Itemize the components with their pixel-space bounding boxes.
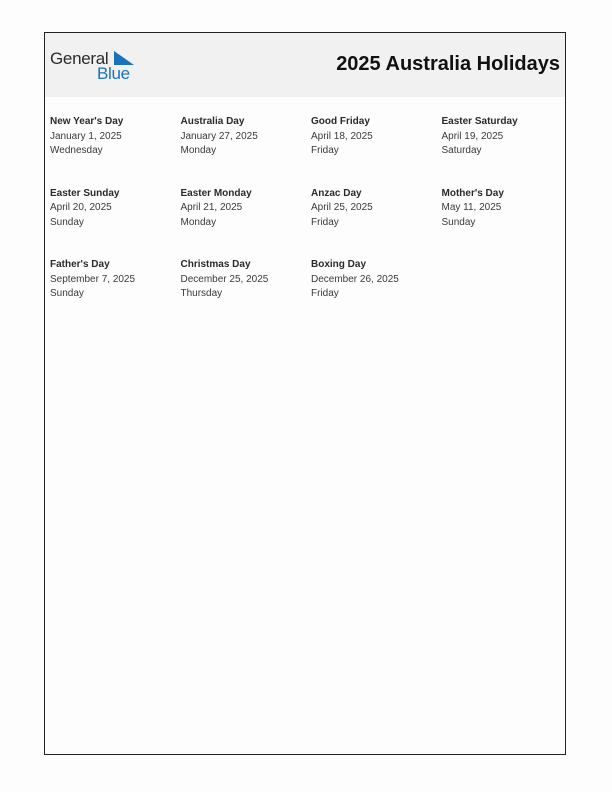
holiday-name: New Year's Day [50, 116, 124, 127]
holiday-date: April 20, 2025 [50, 202, 112, 213]
holiday-entry [311, 187, 442, 259]
holiday-entry [311, 258, 442, 330]
holiday-name: Christmas Day [180, 259, 251, 270]
holiday-weekday: Wednesday [50, 145, 103, 156]
holiday-grid [50, 115, 566, 330]
holiday-entry [50, 187, 181, 259]
holiday-entry [181, 187, 312, 259]
holiday-date: December 25, 2025 [180, 273, 269, 285]
holiday-date: December 26, 2025 [311, 273, 399, 285]
holiday-weekday: Sunday [50, 216, 84, 228]
logo-triangle-icon [114, 51, 134, 65]
holiday-entry [50, 115, 181, 187]
holiday-name: Anzac Day [311, 187, 362, 199]
holiday-date: May 11, 2025 [441, 202, 502, 213]
holiday-date: September 7, 2025 [50, 273, 136, 285]
holiday-name: Boxing Day [311, 259, 367, 270]
holiday-entry [181, 115, 312, 187]
page-title: 2025 Australia Holidays [336, 53, 560, 75]
holiday-entry [442, 115, 567, 187]
holiday-weekday: Sunday [50, 288, 84, 299]
holiday-date: April 19, 2025 [441, 130, 504, 142]
holiday-weekday: Friday [311, 288, 339, 299]
holiday-name: Easter Sunday [50, 187, 120, 199]
page-frame [44, 32, 566, 755]
holiday-weekday: Sunday [441, 216, 476, 228]
holiday-name: Australia Day [180, 116, 245, 127]
holiday-entry [442, 187, 567, 259]
holiday-entry [311, 115, 442, 187]
holiday-date: January 1, 2025 [50, 130, 122, 142]
holiday-name: Good Friday [311, 116, 370, 127]
holiday-entry [181, 258, 312, 330]
holiday-weekday: Saturday [441, 145, 482, 156]
holiday-weekday: Monday [180, 216, 217, 228]
holiday-name: Mother's Day [441, 187, 504, 199]
holiday-date: January 27, 2025 [180, 130, 258, 142]
holiday-weekday: Monday [180, 145, 217, 156]
header-band [45, 33, 565, 97]
logo-text-blue: Blue [97, 64, 130, 83]
logo-text-general: General [50, 49, 109, 68]
holiday-name: Father's Day [50, 259, 110, 270]
holiday-date: April 25, 2025 [311, 202, 373, 213]
holiday-weekday: Friday [311, 216, 339, 228]
holiday-date: April 21, 2025 [180, 202, 243, 213]
holiday-name: Easter Saturday [441, 116, 518, 127]
holiday-entry [50, 258, 181, 330]
holiday-weekday: Friday [311, 145, 339, 156]
holiday-name: Easter Monday [180, 187, 252, 199]
holiday-date: April 18, 2025 [311, 130, 373, 142]
holiday-weekday: Thursday [180, 288, 223, 299]
generalblue-logo [50, 47, 140, 83]
